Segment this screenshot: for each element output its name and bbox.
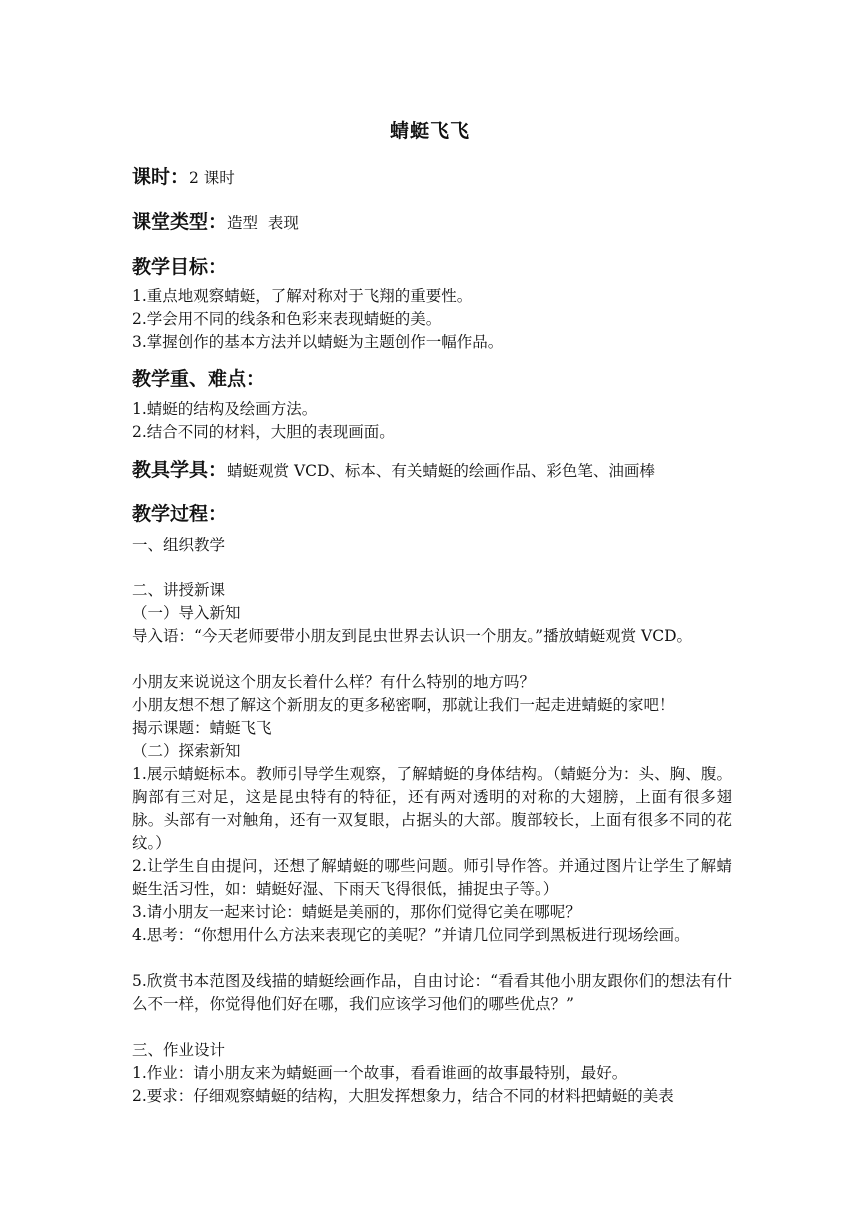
key-point-item: 1.蜻蜓的结构及绘画方法。 (132, 400, 318, 418)
key-points-heading: 教学重、难点： (132, 368, 266, 390)
materials-label: 教具学具： (132, 459, 228, 481)
explore-item: 4.思考：“你想用什么方法来表现它的美呢？”并请几位同学到黑板进行现场绘画。 (132, 926, 690, 944)
explore-item: 1.展示蜻蜓标本。教师引导学生观察，了解蜻蜓的身体结构。（蜻蜓分为：头、胸、腹。胸部有三对足，这是昆虫特有的特征，还有两对透明的对称的大翅膀，上面有很多翅脉。头部有一对触角，还有一双复眼，占据头的大部。腹部较长，上面有很多不同的花纹。） (132, 765, 732, 852)
class-hours-label: 课时： (132, 166, 190, 188)
materials-heading (132, 455, 655, 482)
class-type-heading (132, 207, 299, 234)
section-new-lesson: 二、讲授新课 (132, 581, 226, 599)
section-organize: 一、组织教学 (132, 536, 226, 554)
section-homework: 三、作业设计 (132, 1041, 226, 1059)
explore-item: 2.让学生自由提问，还想了解蜻蜓的哪些问题。师引导作答。并通过图片让学生了解蜻蜓生活习性，如：蜻蜓好湿、下雨天飞得很低，捕捉虫子等。） (132, 857, 732, 898)
subsection-explore: （二）探索新知 (132, 742, 241, 760)
subsection-intro: （一）导入新知 (132, 604, 241, 622)
process-heading: 教学过程： (132, 503, 228, 525)
document-title: 蜻蜓飞飞 (389, 120, 470, 142)
class-hours-value: 2 课时 (189, 169, 235, 187)
objective-item: 3.掌握创作的基本方法并以蜻蜓为主题创作一幅作品。 (132, 333, 504, 351)
intro-paragraph: 导入语：“今天老师要带小朋友到昆虫世界去认识一个朋友。”播放蜻蜓观赏 VCD。 (132, 627, 693, 645)
objectives-heading: 教学目标： (132, 256, 228, 278)
explore-item: 3.请小朋友一起来讨论：蜻蜓是美丽的，那你们觉得它美在哪呢？ (132, 903, 581, 921)
class-type-label: 课堂类型： (132, 211, 228, 233)
reveal-topic: 揭示课题：蜻蜓飞飞 (132, 719, 272, 737)
class-type-value: 造型 表现 (227, 214, 299, 232)
explore-item: 5.欣赏书本范图及线描的蜻蜓绘画作品，自由讨论：“看看其他小朋友跟你们的想法有什么不一样，你觉得他们好在哪，我们应该学习他们的哪些优点？” (132, 972, 732, 1013)
homework-item: 1.作业：请小朋友来为蜻蜓画一个故事，看看谁画的故事最特别，最好。 (132, 1064, 628, 1082)
objective-item: 2.学会用不同的线条和色彩来表现蜻蜓的美。 (132, 310, 442, 328)
class-hours-heading (132, 162, 235, 189)
objective-item: 1.重点地观察蜻蜓，了解对称对于飞翔的重要性。 (132, 287, 473, 305)
question-paragraph: 小朋友来说说这个朋友长着什么样？有什么特别的地方吗？ (132, 673, 536, 691)
materials-value: 蜻蜓观赏 VCD、标本、有关蜻蜓的绘画作品、彩色笔、油画棒 (227, 462, 655, 480)
homework-item: 2.要求：仔细观察蜻蜓的结构，大胆发挥想象力，结合不同的材料把蜻蜓的美表 (132, 1087, 674, 1105)
invite-paragraph: 小朋友想不想了解这个新朋友的更多秘密啊，那就让我们一起走进蜻蜓的家吧！ (132, 696, 675, 714)
key-point-item: 2.结合不同的材料，大胆的表现画面。 (132, 423, 395, 441)
